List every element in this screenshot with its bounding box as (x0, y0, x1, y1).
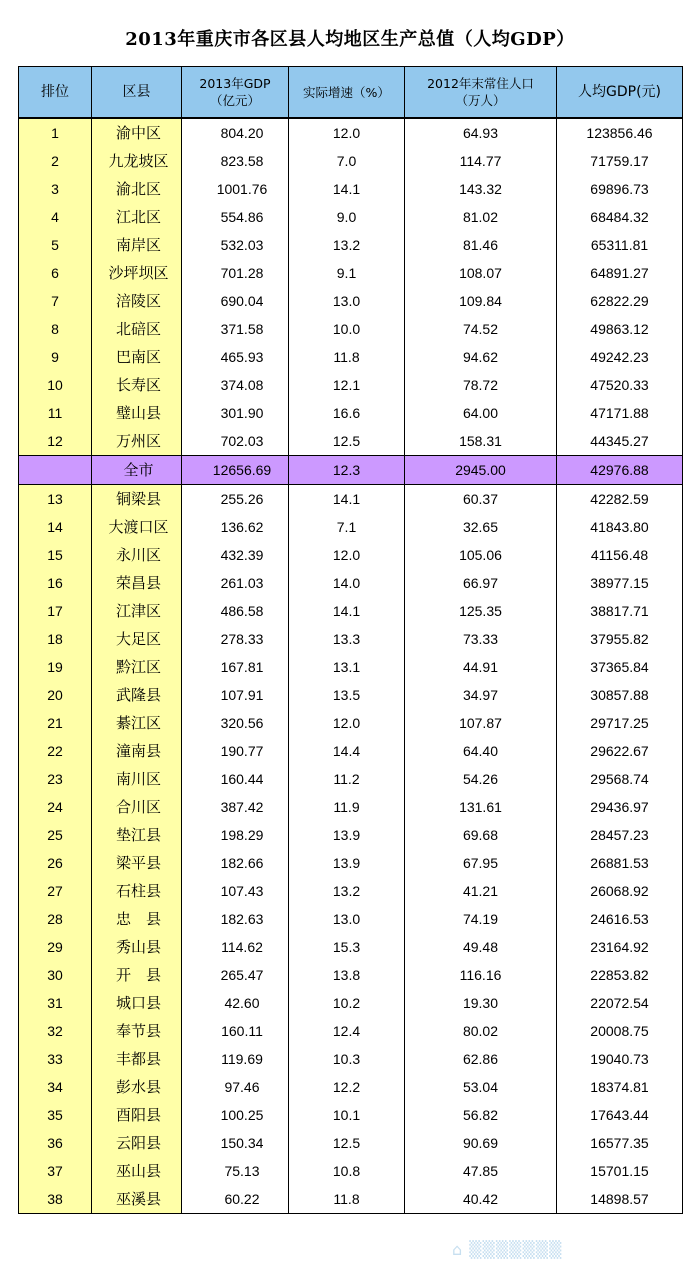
per-capita-cell: 38817.71 (557, 597, 683, 625)
header-growth: 实际增速（%） (289, 67, 405, 119)
rank-cell: 38 (19, 1185, 92, 1214)
rank-cell: 4 (19, 203, 92, 231)
population-cell: 41.21 (405, 877, 557, 905)
table-row (19, 653, 683, 681)
gdp-cell: 486.58 (182, 597, 289, 625)
rank-cell: 7 (19, 287, 92, 315)
rank-cell: 37 (19, 1157, 92, 1185)
rank-cell: 8 (19, 315, 92, 343)
table-row (19, 625, 683, 653)
district-cell: 南川区 (92, 765, 182, 793)
per-capita-cell: 17643.44 (557, 1101, 683, 1129)
table-row (19, 933, 683, 961)
population-cell: 44.91 (405, 653, 557, 681)
population-cell: 108.07 (405, 259, 557, 287)
table-row (19, 849, 683, 877)
growth-cell: 14.1 (289, 175, 405, 203)
population-cell: 32.65 (405, 513, 557, 541)
growth-cell: 10.3 (289, 1045, 405, 1073)
per-capita-cell: 49242.23 (557, 343, 683, 371)
gdp-table (18, 66, 683, 1214)
rank-cell: 3 (19, 175, 92, 203)
population-cell: 74.19 (405, 905, 557, 933)
table-row (19, 541, 683, 569)
growth-cell: 13.2 (289, 877, 405, 905)
gdp-cell: 371.58 (182, 315, 289, 343)
district-cell: 梁平县 (92, 849, 182, 877)
population-cell: 54.26 (405, 765, 557, 793)
per-capita-cell: 41843.80 (557, 513, 683, 541)
per-capita-cell: 14898.57 (557, 1185, 683, 1214)
table-row (19, 371, 683, 399)
rank-cell: 27 (19, 877, 92, 905)
header-gdp (182, 67, 289, 119)
growth-cell: 12.0 (289, 709, 405, 737)
district-cell: 开 县 (92, 961, 182, 989)
rank-cell: 23 (19, 765, 92, 793)
population-cell: 34.97 (405, 681, 557, 709)
district-cell: 大渡口区 (92, 513, 182, 541)
growth-cell: 13.0 (289, 905, 405, 933)
table-row (19, 1185, 683, 1214)
table-row (19, 147, 683, 175)
population-cell: 64.00 (405, 399, 557, 427)
rank-cell: 17 (19, 597, 92, 625)
table-row (19, 259, 683, 287)
population-cell: 114.77 (405, 147, 557, 175)
gdp-cell: 255.26 (182, 485, 289, 514)
population-cell: 105.06 (405, 541, 557, 569)
growth-cell: 13.3 (289, 625, 405, 653)
population-cell: 56.82 (405, 1101, 557, 1129)
gdp-cell: 150.34 (182, 1129, 289, 1157)
gdp-cell: 167.81 (182, 653, 289, 681)
rank-cell: 28 (19, 905, 92, 933)
rank-cell: 31 (19, 989, 92, 1017)
table-row (19, 175, 683, 203)
watermark: ⌂ ▒▒▒▒▒▒▒ (452, 1240, 563, 1259)
district-cell: 彭水县 (92, 1073, 182, 1101)
population-cell: 143.32 (405, 175, 557, 203)
table-row (19, 1073, 683, 1101)
population-cell: 73.33 (405, 625, 557, 653)
rank-cell: 35 (19, 1101, 92, 1129)
population-cell: 107.87 (405, 709, 557, 737)
district-cell: 巴南区 (92, 343, 182, 371)
gdp-cell: 374.08 (182, 371, 289, 399)
population-cell: 109.84 (405, 287, 557, 315)
per-capita-cell: 15701.15 (557, 1157, 683, 1185)
per-capita-cell: 44345.27 (557, 427, 683, 456)
header-pop-line2: （万人） (455, 93, 506, 108)
growth-cell: 13.5 (289, 681, 405, 709)
district-cell: 九龙坡区 (92, 147, 182, 175)
table-row (19, 315, 683, 343)
table-row (19, 513, 683, 541)
table-row (19, 118, 683, 147)
gdp-cell: 265.47 (182, 961, 289, 989)
population-cell: 69.68 (405, 821, 557, 849)
gdp-cell: 1001.76 (182, 175, 289, 203)
district-cell: 长寿区 (92, 371, 182, 399)
growth-cell: 13.0 (289, 287, 405, 315)
table-row (19, 399, 683, 427)
per-capita-cell: 29436.97 (557, 793, 683, 821)
growth-cell: 7.0 (289, 147, 405, 175)
population-cell: 19.30 (405, 989, 557, 1017)
district-cell: 垫江县 (92, 821, 182, 849)
table-row (19, 765, 683, 793)
district-cell: 秀山县 (92, 933, 182, 961)
table-row (19, 905, 683, 933)
per-capita-cell: 64891.27 (557, 259, 683, 287)
growth-cell: 14.1 (289, 597, 405, 625)
rank-cell: 5 (19, 231, 92, 259)
district-cell: 潼南县 (92, 737, 182, 765)
rank-cell (19, 456, 92, 485)
table-row (19, 793, 683, 821)
district-cell: 渝中区 (92, 118, 182, 147)
header-population (405, 67, 557, 119)
district-cell: 巫山县 (92, 1157, 182, 1185)
rank-cell: 16 (19, 569, 92, 597)
district-cell: 南岸区 (92, 231, 182, 259)
per-capita-cell: 37365.84 (557, 653, 683, 681)
per-capita-cell: 29568.74 (557, 765, 683, 793)
table-row (19, 1157, 683, 1185)
header-district: 区县 (92, 67, 182, 119)
per-capita-cell: 62822.29 (557, 287, 683, 315)
rank-cell: 13 (19, 485, 92, 514)
population-cell: 66.97 (405, 569, 557, 597)
rank-cell: 19 (19, 653, 92, 681)
per-capita-cell: 23164.92 (557, 933, 683, 961)
growth-cell: 12.1 (289, 371, 405, 399)
gdp-cell: 42.60 (182, 989, 289, 1017)
table-row (19, 681, 683, 709)
per-capita-cell: 30857.88 (557, 681, 683, 709)
growth-cell: 9.0 (289, 203, 405, 231)
per-capita-cell: 19040.73 (557, 1045, 683, 1073)
district-cell: 忠 县 (92, 905, 182, 933)
growth-cell: 12.3 (289, 456, 405, 485)
table-row (19, 203, 683, 231)
population-cell: 64.93 (405, 118, 557, 147)
population-cell: 81.02 (405, 203, 557, 231)
gdp-cell: 198.29 (182, 821, 289, 849)
district-cell: 云阳县 (92, 1129, 182, 1157)
table-header (19, 67, 683, 119)
gdp-cell: 107.43 (182, 877, 289, 905)
gdp-cell: 182.66 (182, 849, 289, 877)
population-cell: 62.86 (405, 1045, 557, 1073)
header-per-capita: 人均GDP(元) (557, 67, 683, 119)
gdp-cell: 432.39 (182, 541, 289, 569)
rank-cell: 22 (19, 737, 92, 765)
growth-cell: 13.2 (289, 231, 405, 259)
gdp-cell: 465.93 (182, 343, 289, 371)
table-row (19, 1017, 683, 1045)
gdp-cell: 278.33 (182, 625, 289, 653)
per-capita-cell: 65311.81 (557, 231, 683, 259)
population-cell: 2945.00 (405, 456, 557, 485)
growth-cell: 13.9 (289, 821, 405, 849)
rank-cell: 6 (19, 259, 92, 287)
district-cell: 沙坪坝区 (92, 259, 182, 287)
header-pop-line1: 2012年末常住人口 (427, 76, 534, 91)
gdp-cell: 160.11 (182, 1017, 289, 1045)
rank-cell: 26 (19, 849, 92, 877)
district-cell: 荣昌县 (92, 569, 182, 597)
district-cell: 永川区 (92, 541, 182, 569)
population-cell: 81.46 (405, 231, 557, 259)
rank-cell: 29 (19, 933, 92, 961)
gdp-cell: 701.28 (182, 259, 289, 287)
growth-cell: 14.4 (289, 737, 405, 765)
district-cell: 全市 (92, 456, 182, 485)
population-cell: 125.35 (405, 597, 557, 625)
population-cell: 116.16 (405, 961, 557, 989)
rank-cell: 30 (19, 961, 92, 989)
gdp-cell: 100.25 (182, 1101, 289, 1129)
rank-cell: 25 (19, 821, 92, 849)
rank-cell: 9 (19, 343, 92, 371)
gdp-cell: 190.77 (182, 737, 289, 765)
district-cell: 丰都县 (92, 1045, 182, 1073)
per-capita-cell: 71759.17 (557, 147, 683, 175)
district-cell: 酉阳县 (92, 1101, 182, 1129)
population-cell: 47.85 (405, 1157, 557, 1185)
per-capita-cell: 24616.53 (557, 905, 683, 933)
gdp-cell: 387.42 (182, 793, 289, 821)
district-cell: 铜梁县 (92, 485, 182, 514)
district-cell: 大足区 (92, 625, 182, 653)
per-capita-cell: 22853.82 (557, 961, 683, 989)
table-row (19, 709, 683, 737)
gdp-cell: 60.22 (182, 1185, 289, 1214)
gdp-cell: 107.91 (182, 681, 289, 709)
growth-cell: 14.1 (289, 485, 405, 514)
rank-cell: 12 (19, 427, 92, 456)
growth-cell: 12.5 (289, 427, 405, 456)
population-cell: 64.40 (405, 737, 557, 765)
per-capita-cell: 47171.88 (557, 399, 683, 427)
growth-cell: 11.2 (289, 765, 405, 793)
per-capita-cell: 41156.48 (557, 541, 683, 569)
growth-cell: 10.8 (289, 1157, 405, 1185)
table-row (19, 989, 683, 1017)
table-row (19, 1129, 683, 1157)
growth-cell: 7.1 (289, 513, 405, 541)
table-row (19, 1045, 683, 1073)
table-row (19, 821, 683, 849)
rank-cell: 18 (19, 625, 92, 653)
growth-cell: 14.0 (289, 569, 405, 597)
gdp-cell: 554.86 (182, 203, 289, 231)
population-cell: 158.31 (405, 427, 557, 456)
gdp-cell: 690.04 (182, 287, 289, 315)
header-gdp-line2: （亿元） (209, 93, 260, 108)
district-cell: 合川区 (92, 793, 182, 821)
growth-cell: 13.9 (289, 849, 405, 877)
population-cell: 90.69 (405, 1129, 557, 1157)
growth-cell: 11.8 (289, 1185, 405, 1214)
population-cell: 78.72 (405, 371, 557, 399)
per-capita-cell: 69896.73 (557, 175, 683, 203)
district-cell: 黔江区 (92, 653, 182, 681)
population-cell: 53.04 (405, 1073, 557, 1101)
growth-cell: 13.1 (289, 653, 405, 681)
growth-cell: 12.4 (289, 1017, 405, 1045)
growth-cell: 10.2 (289, 989, 405, 1017)
population-cell: 67.95 (405, 849, 557, 877)
rank-cell: 32 (19, 1017, 92, 1045)
per-capita-cell: 29622.67 (557, 737, 683, 765)
gdp-cell: 804.20 (182, 118, 289, 147)
district-cell: 江北区 (92, 203, 182, 231)
table-body (19, 118, 683, 1214)
per-capita-cell: 68484.32 (557, 203, 683, 231)
per-capita-cell: 18374.81 (557, 1073, 683, 1101)
rank-cell: 1 (19, 118, 92, 147)
growth-cell: 9.1 (289, 259, 405, 287)
per-capita-cell: 28457.23 (557, 821, 683, 849)
gdp-cell: 320.56 (182, 709, 289, 737)
growth-cell: 12.2 (289, 1073, 405, 1101)
per-capita-cell: 26881.53 (557, 849, 683, 877)
table-row (19, 427, 683, 456)
rank-cell: 20 (19, 681, 92, 709)
rank-cell: 2 (19, 147, 92, 175)
header-rank: 排位 (19, 67, 92, 119)
per-capita-cell: 123856.46 (557, 118, 683, 147)
growth-cell: 11.9 (289, 793, 405, 821)
per-capita-cell: 20008.75 (557, 1017, 683, 1045)
gdp-cell: 182.63 (182, 905, 289, 933)
table-row (19, 569, 683, 597)
gdp-cell: 12656.69 (182, 456, 289, 485)
rank-cell: 34 (19, 1073, 92, 1101)
table-row (19, 485, 683, 514)
gdp-cell: 136.62 (182, 513, 289, 541)
population-cell: 131.61 (405, 793, 557, 821)
rank-cell: 15 (19, 541, 92, 569)
population-cell: 74.52 (405, 315, 557, 343)
growth-cell: 12.0 (289, 118, 405, 147)
table-row (19, 1101, 683, 1129)
growth-cell: 13.8 (289, 961, 405, 989)
population-cell: 49.48 (405, 933, 557, 961)
total-row (19, 456, 683, 485)
district-cell: 渝北区 (92, 175, 182, 203)
gdp-cell: 75.13 (182, 1157, 289, 1185)
rank-cell: 11 (19, 399, 92, 427)
table-row (19, 737, 683, 765)
district-cell: 石柱县 (92, 877, 182, 905)
growth-cell: 11.8 (289, 343, 405, 371)
growth-cell: 10.1 (289, 1101, 405, 1129)
growth-cell: 12.5 (289, 1129, 405, 1157)
gdp-cell: 160.44 (182, 765, 289, 793)
header-gdp-line1: 2013年GDP (199, 76, 271, 91)
district-cell: 城口县 (92, 989, 182, 1017)
district-cell: 綦江区 (92, 709, 182, 737)
table-row (19, 877, 683, 905)
rank-cell: 21 (19, 709, 92, 737)
table-row (19, 287, 683, 315)
table-row (19, 343, 683, 371)
district-cell: 北碚区 (92, 315, 182, 343)
per-capita-cell: 42282.59 (557, 485, 683, 514)
district-cell: 江津区 (92, 597, 182, 625)
gdp-cell: 532.03 (182, 231, 289, 259)
district-cell: 奉节县 (92, 1017, 182, 1045)
rank-cell: 36 (19, 1129, 92, 1157)
gdp-cell: 114.62 (182, 933, 289, 961)
per-capita-cell: 26068.92 (557, 877, 683, 905)
table-row (19, 961, 683, 989)
gdp-cell: 261.03 (182, 569, 289, 597)
per-capita-cell: 38977.15 (557, 569, 683, 597)
per-capita-cell: 47520.33 (557, 371, 683, 399)
district-cell: 武隆县 (92, 681, 182, 709)
per-capita-cell: 42976.88 (557, 456, 683, 485)
page-title: 2013年重庆市各区县人均地区生产总值（人均GDP） (125, 29, 575, 50)
growth-cell: 16.6 (289, 399, 405, 427)
per-capita-cell: 49863.12 (557, 315, 683, 343)
rank-cell: 14 (19, 513, 92, 541)
growth-cell: 15.3 (289, 933, 405, 961)
district-cell: 巫溪县 (92, 1185, 182, 1214)
population-cell: 94.62 (405, 343, 557, 371)
per-capita-cell: 37955.82 (557, 625, 683, 653)
district-cell: 涪陵区 (92, 287, 182, 315)
gdp-cell: 119.69 (182, 1045, 289, 1073)
population-cell: 60.37 (405, 485, 557, 514)
rank-cell: 33 (19, 1045, 92, 1073)
gdp-cell: 97.46 (182, 1073, 289, 1101)
gdp-cell: 702.03 (182, 427, 289, 456)
growth-cell: 12.0 (289, 541, 405, 569)
gdp-cell: 301.90 (182, 399, 289, 427)
district-cell: 万州区 (92, 427, 182, 456)
per-capita-cell: 29717.25 (557, 709, 683, 737)
table-row (19, 231, 683, 259)
district-cell: 璧山县 (92, 399, 182, 427)
population-cell: 80.02 (405, 1017, 557, 1045)
growth-cell: 10.0 (289, 315, 405, 343)
population-cell: 40.42 (405, 1185, 557, 1214)
per-capita-cell: 22072.54 (557, 989, 683, 1017)
per-capita-cell: 16577.35 (557, 1129, 683, 1157)
table-row (19, 597, 683, 625)
rank-cell: 10 (19, 371, 92, 399)
gdp-cell: 823.58 (182, 147, 289, 175)
rank-cell: 24 (19, 793, 92, 821)
